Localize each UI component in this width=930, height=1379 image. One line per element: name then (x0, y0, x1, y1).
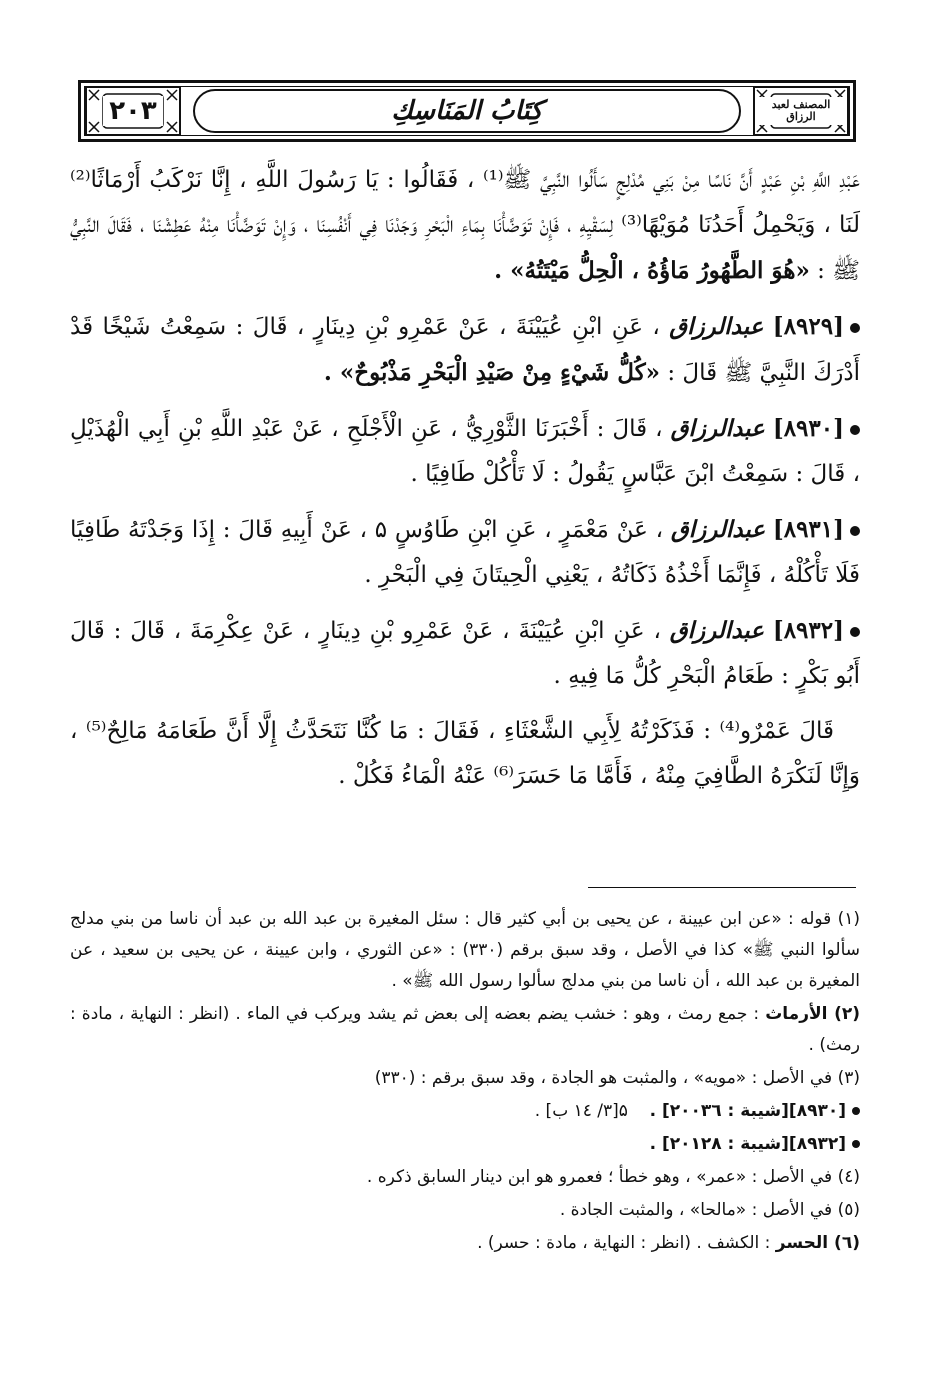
cross-reference: [٨٩٣٠][شيبة : ٢٠٠٣٦] . (649, 1101, 846, 1121)
prophetic-quote: «كُلُّ شَيْءٍ مِنْ صَيْدِ الْبَحْرِ مَذْبُوحٌ» . (323, 359, 661, 386)
footnote-2 (70, 999, 860, 1061)
hadith-8929 (70, 304, 860, 396)
chapter-title-frame (193, 89, 741, 133)
hadith-text: ، عَنِ ابْنِ عُيَيْنَةَ ، عَنْ عَمْرِو بْنِ دِينَارٍ ، عَنْ عِكْرِمَةَ ، قَالَ : قَالَ أَبُو بَكْرٍ : طَعَامُ الْبَحْرِ كُلُّ مَا فِيهِ . (70, 618, 860, 689)
bullet-icon (850, 425, 860, 435)
footnotes (70, 904, 860, 1261)
manuscript-reference: ۵[٣/ ١٤ ب] . (534, 1101, 628, 1121)
narrator-name: عبدالرزاق (670, 415, 765, 442)
footnote-6 (70, 1228, 860, 1259)
book-logo: المصنف لعبد الرزاق (755, 97, 847, 125)
book-logo-box (753, 86, 849, 136)
narrator-name: عبدالرزاق (669, 617, 764, 644)
bullet-icon (852, 1140, 860, 1148)
paragraph-text: عَبْدِ اللَّهِ بْنِ عَبْدٍ أَنَّ نَاسًا مِنْ بَنِي مُدْلِجٍ سَأَلُوا النَّبِيَّ ﷺ⁽¹⁾ ، فَقَالُوا : يَا رَسُولَ اللَّهِ ، إِنَّا نَرْكَبُ أَرْمَاثًا⁽²⁾ لَنَا ، وَيَحْمِلُ أَحَدُنَا مُوَيْهًا⁽³⁾ لِسَقْيِهِ ، فَإِنْ تَوَضَّأْنَا بِمَاءِ الْبَحْرِ وَجَدْنَا فِي أَنْفُسِنَا ، وَإِنْ تَوَضَّأْنَا مِنْهُ عَطِشْنَا ، فَقَالَ النَّبِيُّ ﷺ : (70, 167, 860, 284)
hadith-number: [٨٩٣٢] (772, 617, 845, 644)
hadith-text: ، عَنْ مَعْمَرٍ ، عَنِ ابْنِ طَاوُسٍ ۵ ، عَنْ أَبِيهِ قَالَ : إِذَا وَجَدْتَهُ طَافِيًا فَلَا تَأْكُلْهُ ، فَإِنَّمَا أَخْذُهُ ذَكَاتُهُ ، يَعْنِي الْحِيتَانَ فِي الْبَحْرِ . (70, 517, 860, 588)
hadith-number: [٨٩٢٩] (772, 313, 844, 340)
hadith-number: [٨٩٣٠] (772, 415, 845, 442)
prophetic-quote: «هُوَ الطَّهُورُ مَاؤُهُ ، الْحِلُّ مَيْتَتُهُ» . (494, 257, 810, 284)
page-number: ٢٠٣ (103, 96, 163, 126)
chapter-title: كِتَابُ المَنَاسِكِ (391, 96, 543, 126)
cross-reference-8930 (70, 1096, 860, 1127)
bullet-icon (852, 1107, 860, 1115)
hadith-8932 (70, 608, 860, 699)
footnote-4: (٤) في الأصل : «عمر» ، وهو خطأ ؛ فعمرو هو ابن دينار السابق ذكره . (366, 1167, 860, 1187)
hadith-8930 (70, 406, 860, 497)
hadith-number: [٨٩٣١] (772, 516, 845, 543)
paragraph-text: قَالَ عَمْرٌو⁽⁴⁾ : فَذَكَرْتُهُ لِأَبِي الشَّعْثَاءِ ، فَقَالَ : مَا كُنَّا نَتَحَدَّثُ إِلَّا أَنَّ طَعَامَهُ مَالِحٌ⁽⁵⁾ ، وَإِنَّا لَنَكْرَهُ الطَّافِيَ مِنْهُ ، فَأَمَّا مَا حَسَرَ⁽⁶⁾ عَنْهُ الْمَاءُ فَكُلْ . (70, 718, 860, 789)
paragraph-amr (70, 709, 860, 799)
footnote-divider (588, 887, 856, 888)
footnote-label: (٦) الحسر (775, 1233, 860, 1253)
bullet-icon (850, 526, 860, 536)
hadith-text: ، قَالَ : أَخْبَرَنَا الثَّوْرِيُّ ، عَنِ الْأَجْلَحِ ، عَنْ عَبْدِ اللَّهِ بْنِ أَبِي الْهُذَيْلِ ، قَالَ : سَمِعْتُ ابْنَ عَبَّاسٍ يَقُولُ : لَا تَأْكُلْ طَافِيًا . (70, 416, 860, 487)
footnote-text: : الكشف . (انظر : النهاية ، مادة : حسر) . (477, 1233, 771, 1253)
main-text (70, 158, 860, 809)
hadith-text: ، عَنِ ابْنِ عُيَيْنَةَ ، عَنْ عَمْرِو بْنِ دِينَارٍ ، قَالَ : سَمِعْتُ شَيْخًا قَدْ أَدْرَكَ النَّبِيَّ ﷺ قَالَ : (70, 314, 860, 386)
footnote-1: (١) قوله : «عن ابن عيينة ، عن يحيى بن أبي كثير قال : سئل المغيرة بن عبد الله بن عبد أن ناسا من بني مدلج سألوا النبي ﷺ» كذا في الأصل ، وقد سبق برقم (٣٣٠) : «عن الثوري ، وابن عيينة ، عن يحيى بن سعيد ، عن المغيرة بن عبد الله ، أن ناسا من بني مدلج سألوا رسول الله ﷺ» . (70, 909, 860, 991)
bullet-icon (850, 323, 860, 333)
footnote-3: (٣) في الأصل : «مويه» ، والمثبت هو الجادة ، وقد سبق برقم : (٣٣٠) (374, 1068, 860, 1088)
bullet-icon (850, 627, 860, 637)
page-number-box (85, 86, 181, 136)
narrator-name: عبدالرزاق (670, 516, 766, 543)
cross-reference-8932 (70, 1129, 860, 1160)
footnote-5: (٥) في الأصل : «مالحا» ، والمثبت الجادة . (559, 1200, 860, 1220)
hadith-8931 (70, 507, 860, 598)
footnote-text: : جمع رمث ، وهو : خشب يضم بعضه إلى بعض ثم يشد ويركب في الماء . (انظر : النهاية ، مادة : رمث) . (70, 1004, 860, 1055)
page-header (78, 80, 856, 142)
footnote-label: (٢) الأرماث (765, 1004, 861, 1024)
narrator-name: عبدالرزاق (669, 313, 764, 340)
paragraph-continuation (70, 158, 860, 294)
cross-reference: [٨٩٣٢][شيبة : ٢٠١٢٨] . (649, 1134, 846, 1154)
